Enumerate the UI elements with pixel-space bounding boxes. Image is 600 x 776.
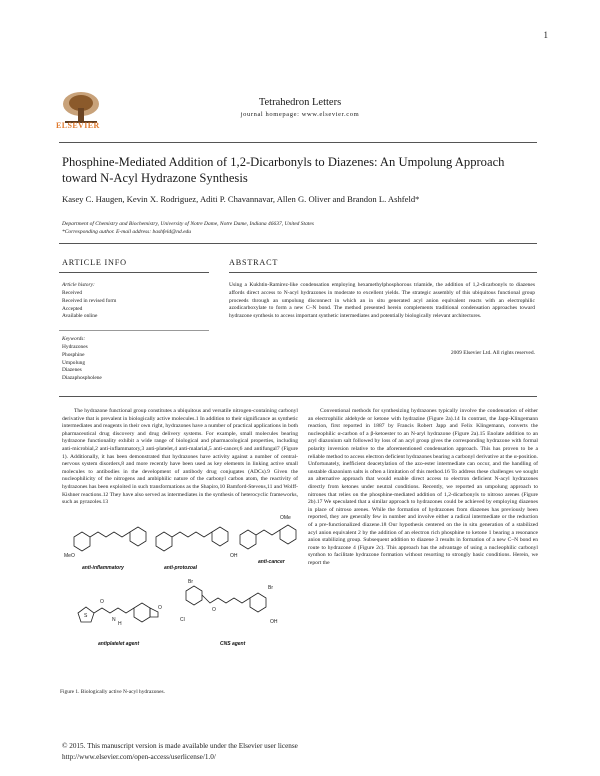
body-paragraph: The hydrazone functional group constitutes a ubiquitous and versatile nitrogen-containing carbonyl derivative that is prevalent in biologically active molecules.1 In addition to their significance as synthetic intermediates and reagents in their own right, hydrazones have a number of practical applications in both pharmaceutical drug discovery and drug delivery systems. For example, small molecules bearing hydrazone functionality exhibit a wide range of biological and pharmacological properties, including anti-microbial,2 anti-inflammatory,3 anti-platelet,4 anti-malarial,5 anti-cancer,6 and antifungal7 (Figure 1). Additionally, it has been demonstrated that hydrazones have activity against a number of central-nervous system disorders,8 and more recently have been used as key elements in linking active small molecules to antibodies in the development of antibody drug conjugates (ADCs).9 Given the nucleophilicity of the nitrogens and ambiphilic nature of the carbonyl carbon atom, the reactivity of hydrazones has been exploited in such transformations as the Shapiro,10 Bamford-Stevens,11 and Wolff-Kishner reactions.12 They have also served as intermediates in the synthesis of heterocyclic frameworks, such as pyrazoles.13	[62, 408, 298, 506]
body-top-rule	[59, 396, 537, 397]
history-item: Accepted	[62, 305, 83, 312]
activity-label: anti-inflammatory	[82, 565, 124, 571]
benzene-ring	[186, 586, 202, 605]
figure-caption: Figure 1. Biologically active N-acyl hydrazones.	[60, 689, 165, 695]
benzene-ring	[130, 527, 146, 546]
keyword-item: Phosphine	[62, 351, 85, 358]
body-right-column	[308, 408, 538, 567]
history-item: Available online	[62, 313, 98, 320]
atom-label: O	[100, 599, 104, 605]
publisher-logo-text: ELSEVIER	[56, 121, 100, 130]
atom-label: MeO	[64, 553, 75, 559]
bond	[202, 595, 250, 603]
keyword-item: Diazenes	[62, 367, 82, 374]
benzodioxole-ring	[134, 603, 150, 622]
bond	[256, 530, 280, 535]
separator-rule	[59, 243, 537, 244]
article-info-heading: ARTICLE INFO	[62, 258, 127, 267]
keywords-list	[62, 344, 102, 383]
activity-label: anti-cancer	[258, 559, 285, 565]
license-url-link[interactable]: http://www.elsevier.com/open-access/userlicense/1.0/	[62, 753, 216, 761]
figure-1-structures	[60, 513, 302, 681]
history-item: Received in revised form	[62, 297, 117, 304]
author-affiliation	[62, 220, 314, 236]
header-rule	[59, 142, 537, 143]
page-number: 1	[543, 30, 548, 40]
journal-homepage: journal homepage: www.elsevier.com	[240, 111, 360, 118]
pyridine-ring	[280, 525, 296, 544]
article-history-list	[62, 290, 116, 321]
article-history-label: Article history:	[62, 282, 95, 288]
bond	[90, 532, 130, 537]
atom-label: S	[84, 613, 88, 619]
history-item: Received	[62, 290, 83, 296]
journal-name: Tetrahedron Letters	[258, 97, 342, 108]
article-title: Phosphine-Mediated Addition of 1,2-Dicarbonyls to Diazenes: An Umpolung Approach toward N-Acyl Hydrazone Synthesis	[62, 155, 505, 185]
article-info-rule-2	[59, 330, 209, 331]
keyword-item: Umpolung	[62, 359, 86, 366]
abstract-heading: ABSTRACT	[229, 258, 279, 267]
atom-label: Cl	[180, 617, 185, 623]
atom-label: OH	[270, 619, 278, 625]
activity-label: anti-protozoal	[164, 565, 198, 571]
atom-label: Br	[188, 579, 193, 585]
abstract-copyright: 2009 Elsevier Ltd. All rights reserved.	[450, 350, 535, 356]
activity-label: antiplatelet agent	[98, 641, 140, 647]
benzene-ring	[250, 593, 266, 612]
corresponding-author: *Corresponding author. E-mail address: bashfeld@nd.edu	[62, 229, 192, 235]
benzene-ring	[74, 532, 90, 551]
atom-label: N	[112, 617, 116, 623]
article-info-rule	[59, 272, 209, 273]
benzene-ring	[212, 527, 228, 546]
body-left-column	[62, 408, 298, 507]
keyword-item: Hydrazones	[62, 344, 88, 350]
atom-label: OMe	[280, 515, 291, 521]
bond	[94, 608, 134, 613]
body-paragraph: Conventional methods for synthesizing hydrazones typically involve the condensation of either an electrophilic aldehyde or ketone with hydrazine (Figure 2a).14 In contrast, the Japp-Klingemann reaction, first reported in 1887 by Francis Robert Japp and Felix Klingemann, converts the nucleophilic α-carbon of a β-ketoester to an N-aryl hydrazone (Figure 2a).15 Enolate addition to an aryl diazonium salt followed by loss of an acyl group gives the corresponding hydrazone with formal polarity inversion relative to the aforementioned condensation approach. This has proven to be a reliable method to access electron deficient hydrazones bearing a carbonyl derivative at the α-position. Unfortunately, inefficient deacetylation of the azo-ester intermediate can occur, and the handling of unstable diazonium salts is often a limitation of this method.16 To address these challenges we sought an alternative approach that would enable direct access to electron deficient N-acyl hydrazones directly from ketones under neutral conditions. Recently, we reported an umpolung approach to nitrones that relies on the phosphine-mediated addition of 1,2-dicarbonyls to nitroso arenes (Figure 2b).17 We speculated that a similar approach to hydrazones could be achieved by employing diazenes in place of nitroso arenes. While the formation of hydrazones from diazenes has previously been reported, they are generally few in number and involve either a radical intermediate or the reduction of a pre-functionalized diazene.18 Our hypothesis centered on the in situ generation of a stabilized acyl anion equivalent 2 by the addition of an electron rich phosphine to ketone 1 bearing a resonance anion stabilizing group. Subsequent addition to diazene 3 results in formation of a new C–N bond en route to hydrazone 4 (Figure 2c). This approach has the advantage of using a nucleophilic carbonyl synthon to facilitate hydrazone formation without resorting to strongly basic conditions. Herein, we report the	[308, 408, 538, 566]
activity-label: CNS agent	[220, 641, 246, 647]
dioxole-ring	[150, 608, 158, 617]
affiliation-text: Department of Chemistry and Biochemistry, University of Notre Dame, Notre Dame, Indiana 46637, United States	[62, 221, 314, 227]
bond	[172, 532, 212, 537]
benzene-ring	[240, 530, 256, 549]
atom-label: OH	[230, 553, 238, 559]
abstract-text: Using a Kukhtin-Ramirez-like condensation employing hexamethylphosphorous triamide, the addition of 1,2-dicarbonyls to diazenes affords direct access to N-acyl hydrazones in moderate to excellent yields. The strategic assembly of this ubiquitous functional group proceeds through an umpolung disconnect in which an in situ generated acyl anion equivalent reacts with an electrophilic azodicarboxylate to form a new C–N bond. The method presented herein complements traditional condensation approaches toward hydrazone synthesis to access important synthetic intermediates and potentially biologically relevant architectures.	[229, 282, 535, 320]
atom-label: Br	[268, 585, 273, 591]
atom-label: H	[118, 621, 122, 627]
atom-label: O	[158, 605, 162, 611]
keywords-label: Keywords:	[62, 336, 86, 342]
keyword-item: Diazaphospholene	[62, 375, 102, 382]
atom-label: O	[212, 607, 216, 613]
license-notice: © 2015. This manuscript version is made available under the Elsevier user license	[62, 742, 298, 750]
abstract-rule	[229, 272, 537, 273]
benzene-ring	[156, 532, 172, 551]
article-authors: Kasey C. Haugen, Kevin X. Rodriguez, Aditi P. Chavannavar, Allen G. Oliver and Brandon L. Ashfeld*	[62, 194, 420, 204]
